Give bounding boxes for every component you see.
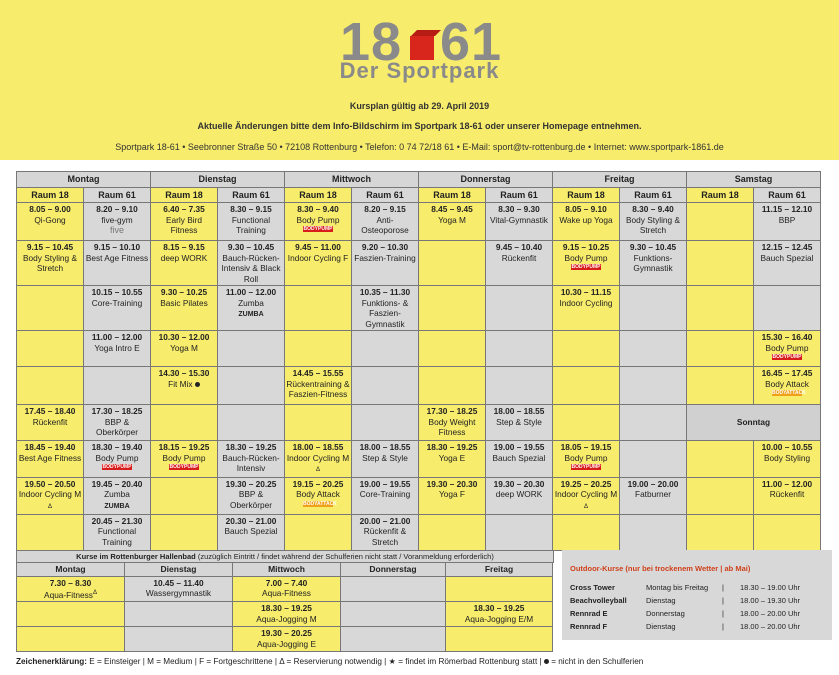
course-cell: 10.30 – 12.00 Yoga M [151, 331, 218, 367]
course-cell: 18.15 – 19.25 Body Pump BODYPUMP [151, 441, 218, 478]
empty-cell [151, 514, 218, 550]
contact-line: Sportpark 18-61 • Seebronner Straße 50 • 72108 Rottenburg • Telefon: 0 74 72/18 61 • E-Mail: sport@tv-rottenburg.de • Internet: www.sportpark-1861.de [115, 142, 724, 152]
course-cell: 12.15 – 12.45 Bauch Spezial [754, 241, 821, 286]
five-logo: five [109, 225, 124, 235]
logo-number-left: 18 [340, 12, 403, 72]
course-cell: 19.00 – 19.55 Bauch Spezial [486, 441, 553, 478]
day-header: Montag [17, 172, 151, 188]
course-cell: 10.30 – 11.15 Indoor Cycling [553, 286, 620, 331]
course-cell: 17.30 – 18.25 Body Weight Fitness [419, 405, 486, 441]
empty-cell [218, 367, 285, 405]
empty-cell [553, 367, 620, 405]
course-cell: 19.00 – 20.00 Fatburner [620, 477, 687, 514]
outdoor-courses-box: Outdoor-Kurse (nur bei trockenem Wetter | ab Mai) Cross Tower Montag bis Freitag | 18.30 – 19.00 Uhr Beachvolleyball Dienstag | 18.00 – 19.30 Uhr Rennrad E Donnerstag | 18.00 – 20.00 Uhr Rennrad F Dienstag | 18.00 – 20.00 Uhr [562, 550, 832, 640]
course-cell: 9.30 – 10.45 Funktions-Gymnastik [620, 241, 687, 286]
empty-cell [620, 367, 687, 405]
course-cell: 19.45 – 20.40 Zumba ZUMBA [84, 477, 151, 514]
empty-cell [17, 514, 84, 550]
bodypump-logo: BODYPUMP [571, 264, 601, 270]
empty-cell [419, 286, 486, 331]
day-header: Mittwoch [285, 172, 419, 188]
day-header: Freitag [553, 172, 687, 188]
outdoor-title: Outdoor-Kurse (nur bei trockenem Wetter | ab Mai) [570, 564, 751, 573]
course-cell: 8.45 – 9.45 Yoga M [419, 203, 486, 241]
course-cell: 19.30 – 20.30 deep WORK [486, 477, 553, 514]
empty-cell [341, 576, 446, 602]
course-cell: 8.30 – 9.40 Body Pump BODYPUMP [285, 203, 352, 241]
course-cell: 8.15 – 9.15 deep WORK [151, 241, 218, 286]
room-header: Raum 61 [218, 187, 285, 203]
empty-cell [151, 405, 218, 441]
empty-cell [125, 627, 233, 652]
empty-cell [151, 477, 218, 514]
pool-day-header: Dienstag [125, 563, 233, 577]
day-header: Samstag [687, 172, 821, 188]
empty-cell [620, 514, 687, 550]
course-cell: 8.20 – 9.15 Anti-Osteoporose [352, 203, 419, 241]
pool-day-header: Freitag [446, 563, 553, 577]
bodypump-logo: BODYPUMP [772, 354, 802, 360]
pool-course-cell: 7.00 – 7.40 Aqua-Fitness [233, 576, 341, 602]
empty-cell [687, 331, 754, 367]
empty-cell [553, 405, 620, 441]
course-cell: 9.30 – 10.25 Basic Pilates [151, 286, 218, 331]
zumba-logo: ZUMBA [238, 311, 264, 318]
course-cell: 19.30 – 20.25 BBP & Oberkörper [218, 477, 285, 514]
room-header: Raum 61 [352, 187, 419, 203]
bodypump-logo: BODYPUMP [303, 226, 333, 232]
notice-line: Aktuelle Änderungen bitte dem Info-Bildschirm im Sportpark 18-61 oder unserer Homepage entnehmen. [197, 121, 642, 131]
empty-cell [620, 331, 687, 367]
pool-day-header: Montag [17, 563, 125, 577]
course-schedule-table [16, 171, 821, 551]
course-cell: 8.20 – 9.10 five-gym five [84, 203, 151, 241]
bodypump-logo: BODYPUMP [169, 464, 199, 470]
empty-cell [687, 441, 754, 478]
empty-cell [419, 514, 486, 550]
course-cell: 20.30 – 21.00 Bauch Spezial [218, 514, 285, 550]
course-cell: 11.00 – 12.00 Rückenfit [754, 477, 821, 514]
empty-cell [486, 286, 553, 331]
course-cell: 18.05 – 19.15 Body Pump BODYPUMP [553, 441, 620, 478]
course-cell: 9.15 – 10.25 Body Pump BODYPUMP [553, 241, 620, 286]
course-cell: 8.05 – 9.00 Qi-Gong [17, 203, 84, 241]
pool-course-cell: 7.30 – 8.30 Aqua-Fitness$^\Delta$ [17, 576, 125, 602]
course-cell: 9.30 – 10.45 Bauch-Rücken-Intensiv & Black Roll [218, 241, 285, 286]
room-header: Raum 18 [419, 187, 486, 203]
day-header: Donnerstag [419, 172, 553, 188]
room-header: Raum 18 [687, 187, 754, 203]
course-cell: 18.45 – 19.40 Best Age Fitness [17, 441, 84, 478]
course-cell: 10.35 – 11.30 Funktions- & Faszien-Gymnastik [352, 286, 419, 331]
course-cell: 11.00 – 12.00 Yoga Intro E [84, 331, 151, 367]
reservation-triangle-icon: Δ [315, 467, 320, 473]
empty-cell [553, 514, 620, 550]
course-cell: 18.30 – 19.25 Bauch-Rücken-Intensiv [218, 441, 285, 478]
no-holiday-dot-icon [544, 659, 549, 664]
pool-day-header: Mittwoch [233, 563, 341, 577]
logo-cube-icon [410, 36, 434, 60]
course-cell: 9.45 – 10.40 Rückenfit [486, 241, 553, 286]
empty-cell [285, 405, 352, 441]
pool-courses-title: Kurse im Rottenburger Hallenbad (zuzüglich Eintritt / findet während der Schulferien nicht statt / Voranmeldung erforderlich) [16, 550, 554, 563]
course-cell: 6.40 – 7.35 Early Bird Fitness [151, 203, 218, 241]
empty-cell [17, 331, 84, 367]
pool-course-cell: 18.30 – 19.25 Aqua-Jogging M [233, 602, 341, 627]
bodypump-logo: BODYPUMP [571, 464, 601, 470]
course-cell: 18.00 – 18.55 Step & Style [352, 441, 419, 478]
course-cell: 10.00 – 10.55 Body Styling [754, 441, 821, 478]
empty-cell [352, 405, 419, 441]
course-cell: 11.15 – 12.10 BBP [754, 203, 821, 241]
course-cell: 17.45 – 18.40 Rückenfit [17, 405, 84, 441]
validity-line: Kursplan gültig ab 29. April 2019 [349, 101, 490, 111]
legend: Zeichenerklärung: E = Einsteiger | M = Medium | F = Fortgeschrittene | Δ = Reservierung notwendig | ★ = findet im Römerbad Rottenburg statt | = nicht in den Schulferien [16, 657, 644, 666]
course-cell: 8.30 – 9.40 Body Styling & Stretch [620, 203, 687, 241]
empty-cell [17, 627, 125, 652]
empty-cell [285, 331, 352, 367]
empty-cell [218, 405, 285, 441]
logo-number-right: 61 [440, 12, 503, 72]
empty-cell [486, 514, 553, 550]
pool-course-cell: 10.45 – 11.40 Wassergymnastik [125, 576, 233, 602]
empty-cell [218, 331, 285, 367]
course-cell: 8.30 – 9.15 Functional Training [218, 203, 285, 241]
course-cell: 20.00 – 21.00 Rückenfit & Stretch [352, 514, 419, 550]
empty-cell [486, 367, 553, 405]
no-holiday-dot-icon [195, 382, 200, 387]
empty-cell [125, 602, 233, 627]
course-cell: 19.15 – 20.25 Body Attack BODYATTACK [285, 477, 352, 514]
empty-cell [687, 241, 754, 286]
pool-day-header: Donnerstag [341, 563, 446, 577]
empty-cell [446, 627, 553, 652]
empty-cell [17, 286, 84, 331]
empty-cell [419, 367, 486, 405]
empty-cell [419, 331, 486, 367]
empty-cell [352, 331, 419, 367]
course-cell: 9.15 – 10.10 Best Age Fitness [84, 241, 151, 286]
reservation-triangle-icon: Δ [583, 503, 588, 510]
room-header: Raum 61 [486, 187, 553, 203]
course-cell: 18.00 – 18.55 Indoor Cycling M Δ [285, 441, 352, 478]
bodyattack-logo: BODYATTACK [303, 500, 337, 507]
course-cell: 19.25 – 20.25 Indoor Cycling M Δ [553, 477, 620, 514]
course-cell: 19.00 – 19.55 Core-Training [352, 477, 419, 514]
empty-cell [553, 331, 620, 367]
course-cell: 16.45 – 17.45 Body Attack BODYATTACK [754, 367, 821, 405]
room-header: Raum 18 [553, 187, 620, 203]
sunday-header: Sonntag [687, 405, 821, 441]
course-cell: 19.30 – 20.30 Yoga F [419, 477, 486, 514]
course-cell: 8.30 – 9.30 Vital-Gymnastik [486, 203, 553, 241]
room-header: Raum 18 [285, 187, 352, 203]
empty-cell [620, 441, 687, 478]
empty-cell [687, 367, 754, 405]
course-cell: 9.45 – 11.00 Indoor Cycling F [285, 241, 352, 286]
course-cell: 11.00 – 12.00 Zumba ZUMBA [218, 286, 285, 331]
room-header: Raum 18 [151, 187, 218, 203]
room-header: Raum 18 [17, 187, 84, 203]
empty-cell [17, 602, 125, 627]
empty-cell [419, 241, 486, 286]
empty-cell [486, 331, 553, 367]
pool-course-cell: 18.30 – 19.25 Aqua-Jogging E/M [446, 602, 553, 627]
empty-cell [352, 367, 419, 405]
course-cell: 10.15 – 10.55 Core-Training [84, 286, 151, 331]
room-header: Raum 61 [754, 187, 821, 203]
empty-cell [687, 477, 754, 514]
course-cell: 20.45 – 21.30 Functional Training [84, 514, 151, 550]
course-cell: 17.30 – 18.25 BBP & Oberkörper [84, 405, 151, 441]
course-cell: 8.05 – 9.10 Wake up Yoga [553, 203, 620, 241]
course-cell: 9.15 – 10.45 Body Styling & Stretch [17, 241, 84, 286]
course-cell: 18.30 – 19.25 Yoga E [419, 441, 486, 478]
logo-subtitle: Der Sportpark [339, 58, 500, 83]
reservation-triangle-icon: Δ [47, 503, 52, 510]
bodyattack-logo: BODYATTACK [772, 390, 806, 396]
course-cell: 18.00 – 18.55 Step & Style [486, 405, 553, 441]
day-header: Dienstag [151, 172, 285, 188]
zumba-logo: ZUMBA [104, 502, 130, 510]
empty-cell [620, 405, 687, 441]
pool-courses-table [16, 562, 553, 652]
course-cell: 19.50 – 20.50 Indoor Cycling M Δ [17, 477, 84, 514]
course-cell: 9.20 – 10.30 Faszien-Training [352, 241, 419, 286]
empty-cell [620, 286, 687, 331]
empty-cell [341, 627, 446, 652]
course-cell: 15.30 – 16.40 Body Pump BODYPUMP [754, 331, 821, 367]
empty-cell [341, 602, 446, 627]
empty-cell [687, 286, 754, 331]
empty-cell [446, 576, 553, 602]
empty-cell [687, 203, 754, 241]
course-cell: 14.45 – 15.55 Rückentraining & Faszien-Fitness [285, 367, 352, 405]
header-banner [0, 0, 839, 160]
empty-cell [17, 367, 84, 405]
pool-course-cell: 19.30 – 20.25 Aqua-Jogging E [233, 627, 341, 652]
empty-cell [754, 286, 821, 331]
empty-cell [687, 514, 754, 550]
empty-cell [285, 286, 352, 331]
bodypump-logo: BODYPUMP [102, 464, 132, 470]
course-cell: 14.30 – 15.30 Fit Mix [151, 367, 218, 405]
room-header: Raum 61 [620, 187, 687, 203]
empty-cell [84, 367, 151, 405]
room-header: Raum 61 [84, 187, 151, 203]
course-cell: 18.30 – 19.40 Body Pump BODYPUMP [84, 441, 151, 478]
empty-cell [754, 514, 821, 550]
empty-cell [285, 514, 352, 550]
